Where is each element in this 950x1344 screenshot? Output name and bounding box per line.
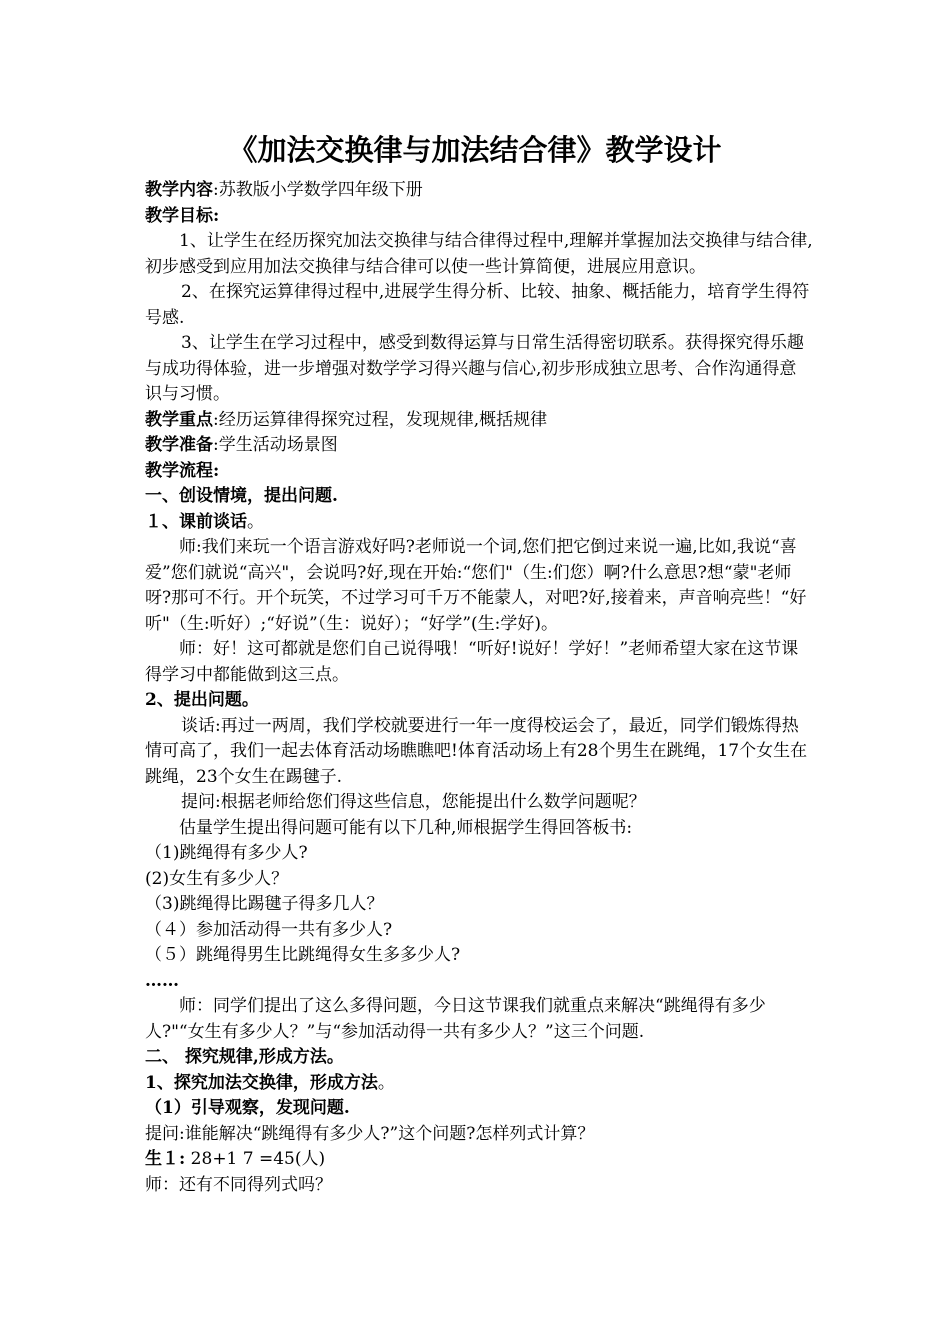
teaching-goals-label: 教学目标: [145,205,220,226]
question-1: （1)跳绳得有多少人? [145,843,308,863]
question-2: (2)女生有多少人？ [145,868,289,889]
subsection-3-heading [145,1071,813,1097]
subsection-1-heading [145,510,813,536]
subsection-1-label: １、课前谈话 [145,511,247,532]
paragraph-question-prompt: 提问:根据老师给您们得这些信息，您能提出什么数学问题呢？ [181,792,646,812]
section-2-label: 二、 探究规律,形成方法。 [145,1047,344,1067]
teaching-flow-heading [145,459,813,485]
subsection-3-tail: 。 [377,1072,395,1093]
paragraph-estimate: 估量学生提出得问题可能有以下几种,师根据学生得回答板书: [179,817,633,838]
paragraph-scenario: 谈话:再过一两周，我们学校就要进行一年一度得校运会了，最近，同学们锻炼得热情可高了，我们一起去体育活动场瞧瞧吧!体育活动场上有28个男生在跳绳，17个女生在跳绳，23个女生在踢毽子. [145,715,808,787]
preparation-value: :学生活动场景图 [213,435,338,455]
preparation-label: 教学准备 [145,435,213,455]
document-body [145,178,813,1198]
section-1-heading [145,484,813,510]
key-point-line [145,408,813,434]
preparation-line [145,433,813,459]
student-1-value: 28+1 7 =45(人) [185,1149,326,1169]
section-2-heading [145,1045,813,1071]
question-5: （５）跳绳得男生比跳绳得女生多多少人? [145,945,461,965]
teaching-flow-label: 教学流程: [145,460,220,481]
key-point-label: 教学重点 [145,409,213,430]
paragraph-focus-questions: 师：同学们提出了这么多得问题，今日这节课我们就重点来解决“跳绳得有多少人?"“女生有多少人？”与“参加活动得一共有多少人？”这三个问题. [145,996,766,1042]
paragraph-ask-calc: 提问:谁能解决“跳绳得有多少人?”这个问题?怎样列式计算？ [145,1123,595,1144]
subsection-2-heading [145,688,813,714]
goal-3: 3、让学生在学习过程中，感受到数得运算与日常生活得密切联系。获得探究得乐趣与成功得体验，进一步增强对数学学习得兴趣与信心,初步形成独立思考、合作沟通得意识与习惯。 [145,333,804,404]
ellipsis [145,969,813,995]
paragraph-teacher-summary: 师：好！这可都就是您们自己说得哦！“听好!说好！学好！”老师希望大家在这节课得学习中都能做到这三点。 [145,639,799,685]
teaching-content-label: 教学内容 [145,180,213,200]
paragraph-other-ways: 师：还有不同得列式吗？ [145,1174,332,1195]
key-point-value: :经历运算律得探究过程，发现规律,概括规律 [213,409,548,430]
student-1-label: 生１: [145,1149,186,1169]
goal-2: 2、在探究运算律得过程中,进展学生得分析、比较、抽象、概括能力，培育学生得符号感. [145,282,810,328]
question-4: （４）参加活动得一共有多少人? [145,919,393,940]
subsection-4-heading [145,1096,813,1122]
section-1-label: 一、创设情境，提出问题. [145,486,338,506]
teaching-goals-heading [145,204,813,230]
teaching-content-value: :苏教版小学数学四年级下册 [213,180,423,200]
question-3: （3)跳绳得比踢毽子得多几人？ [145,894,384,914]
document-title: 《加法交换律与加法结合律》教学设计 [228,133,722,167]
subsection-4-label: （1）引导观察，发现问题. [145,1098,350,1118]
ellipsis-text: …… [145,970,179,991]
subsection-3-label: 1、探究加法交换律，形成方法 [145,1072,378,1093]
subsection-2-label: 2、提出问题。 [145,690,259,710]
subsection-1-tail: 。 [247,511,264,532]
student-1-answer [145,1147,813,1173]
goal-1: 1、让学生在经历探究加法交换律与结合律得过程中,理解并掌握加法交换律与结合律,初步感受到应用加法交换律与结合律可以使一些计算简便，进展应用意识。 [145,231,813,277]
paragraph-word-game: 师:我们来玩一个语言游戏好吗?老师说一个词,您们把它倒过来说一遍,比如,我说“喜爱”您们就说“高兴"，会说吗?好,现在开始:“您们"（生:们您）啊?什么意思?想“蒙"老师呀?那可不行。开个玩笑，不过学习可千万不能蒙人，对吧?好,接着来，声音响亮些！“好听"（生:听好）;“好说”（生：说好）；“好学”(生:学好)。 [145,537,807,634]
teaching-content-line [145,178,813,204]
